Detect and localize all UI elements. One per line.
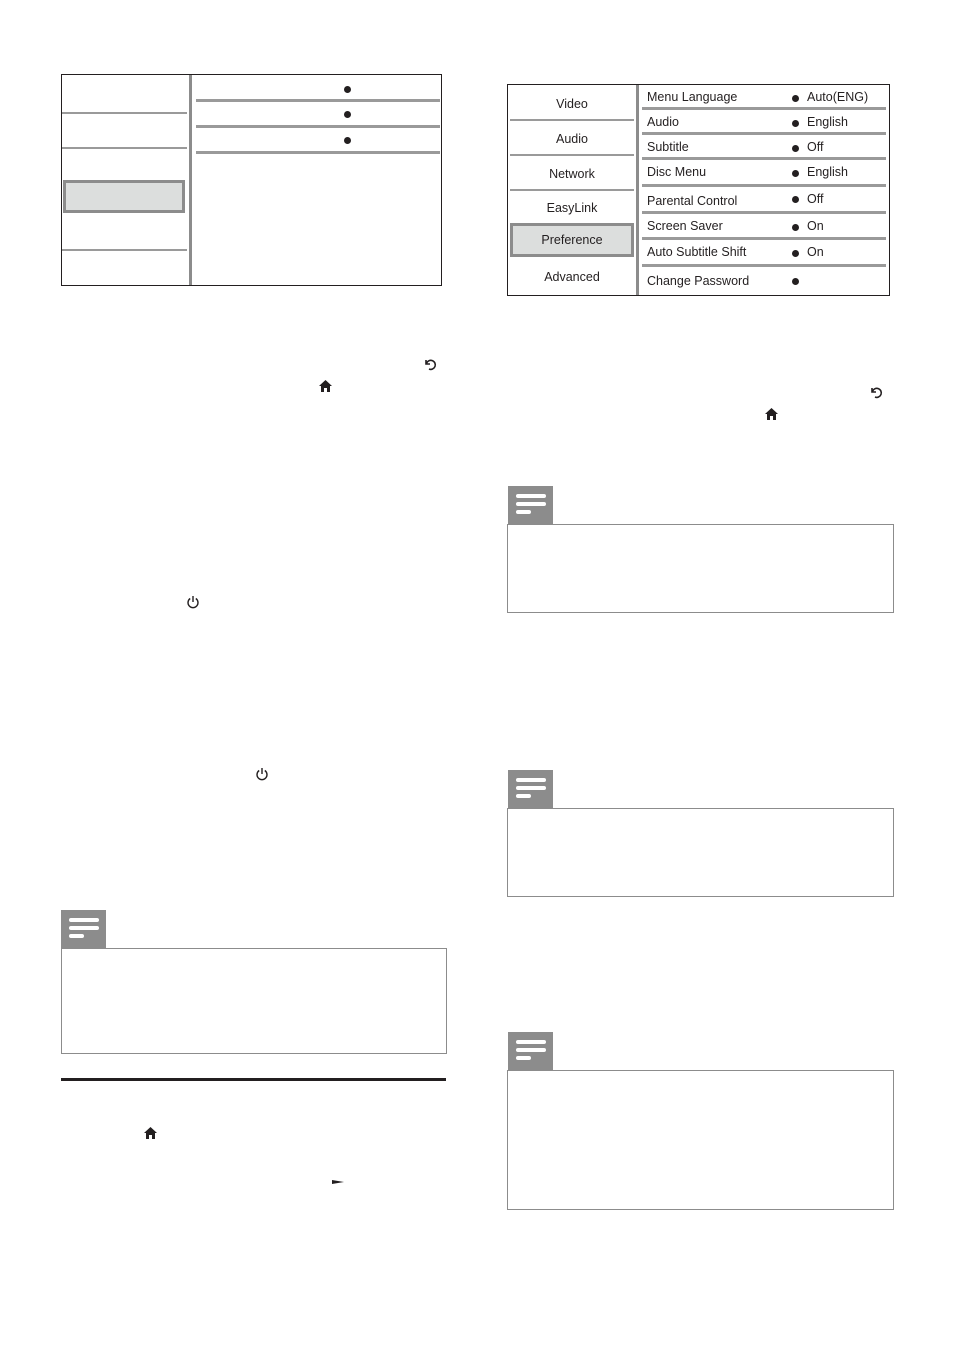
note-box xyxy=(507,808,894,897)
setting-disc-menu[interactable] xyxy=(642,160,886,187)
setting-bullet xyxy=(792,250,799,257)
setting-auto-subtitle-shift[interactable] xyxy=(642,240,886,267)
setting-value: Auto(ENG) xyxy=(807,90,869,104)
setting-bullet xyxy=(792,278,799,285)
setting-bullet xyxy=(792,120,799,127)
home-icon xyxy=(143,1126,158,1140)
category-divider xyxy=(62,249,187,251)
setting-audio[interactable] xyxy=(642,110,886,135)
setting-screen-saver[interactable] xyxy=(642,214,886,240)
power-icon xyxy=(255,767,269,781)
setting-bullet xyxy=(344,86,351,93)
setting-row[interactable] xyxy=(196,125,440,128)
blank-settings-menu xyxy=(61,74,442,286)
section-divider xyxy=(61,1078,446,1081)
setting-bullet xyxy=(792,224,799,231)
setting-label: Auto Subtitle Shift xyxy=(647,245,747,259)
setting-value: English xyxy=(807,115,848,129)
back-icon xyxy=(423,357,437,371)
home-icon xyxy=(764,407,779,421)
setting-subtitle[interactable] xyxy=(642,135,886,160)
category-preference[interactable]: Preference xyxy=(510,223,634,257)
setting-menu-language[interactable] xyxy=(642,85,886,110)
setting-row[interactable] xyxy=(196,151,440,154)
setting-value: English xyxy=(807,165,848,179)
note-box xyxy=(507,524,894,613)
setting-bullet xyxy=(792,95,799,102)
category-divider xyxy=(62,112,187,114)
category-video[interactable]: Video xyxy=(510,87,634,121)
category-easylink[interactable]: EasyLink xyxy=(510,191,634,225)
setting-bullet xyxy=(792,170,799,177)
setting-bullet xyxy=(792,145,799,152)
setting-row[interactable] xyxy=(196,99,440,102)
setting-label: Change Password xyxy=(647,274,750,288)
back-icon xyxy=(869,385,883,399)
note-box xyxy=(61,948,447,1054)
category-column xyxy=(508,85,639,295)
setting-value: On xyxy=(807,245,824,259)
note-icon xyxy=(508,770,553,809)
setting-label: Screen Saver xyxy=(647,219,723,233)
category-advanced[interactable]: Advanced xyxy=(544,270,600,284)
setting-value: Off xyxy=(807,140,824,154)
note-icon xyxy=(508,1032,553,1071)
category-network[interactable]: Network xyxy=(510,157,634,191)
setting-value: On xyxy=(807,219,824,233)
setting-label: Disc Menu xyxy=(647,165,707,179)
home-icon xyxy=(318,379,333,393)
category-audio[interactable]: Audio xyxy=(510,122,634,156)
setting-bullet xyxy=(344,137,351,144)
note-icon xyxy=(61,910,106,949)
category-selected[interactable] xyxy=(63,180,185,213)
setting-parental-control[interactable] xyxy=(642,187,886,214)
setting-label: Parental Control xyxy=(647,194,738,208)
setting-change-password[interactable] xyxy=(642,267,886,295)
setting-label: Audio xyxy=(647,115,679,129)
setting-label: Menu Language xyxy=(647,90,738,104)
setting-label: Subtitle xyxy=(647,140,689,154)
category-divider xyxy=(62,147,187,149)
power-icon xyxy=(186,595,200,609)
setting-bullet xyxy=(344,111,351,118)
setting-value: Off xyxy=(807,192,824,206)
setting-bullet xyxy=(792,196,799,203)
note-icon xyxy=(508,486,553,525)
play-icon xyxy=(331,1178,345,1186)
preference-settings-menu xyxy=(507,84,890,296)
category-column xyxy=(62,75,192,285)
note-box xyxy=(507,1070,894,1210)
